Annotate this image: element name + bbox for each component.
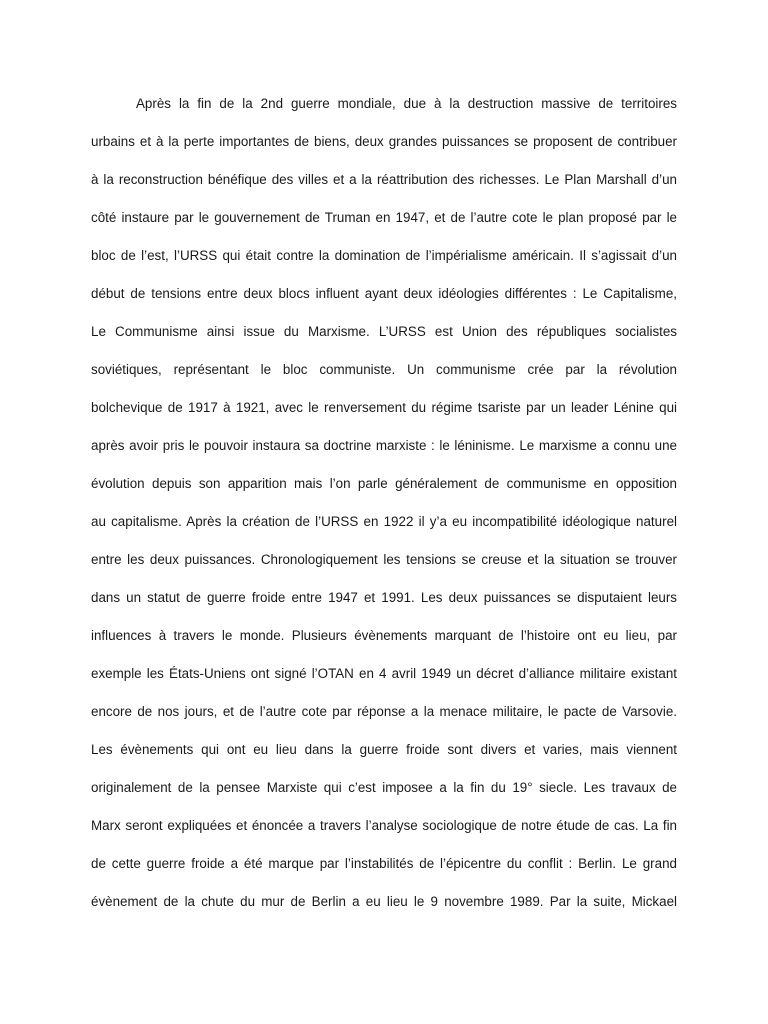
paragraph-line: Après la fin de la 2nd guerre mondiale, due à la destruction massive de territoires bbox=[136, 96, 677, 111]
paragraph-line: après avoir pris le pouvoir instaura sa doctrine marxiste : le léninisme. Le marxisme a connu une bbox=[91, 438, 677, 453]
paragraph-line: à la reconstruction bénéfique des villes et a la réattribution des richesses. Le Plan Marshall d’un bbox=[91, 172, 677, 187]
paragraph-line: Le Communisme ainsi issue du Marxisme. L’URSS est Union des républiques socialistes bbox=[91, 324, 677, 339]
paragraph-line: au capitalisme. Après la création de l’URSS en 1922 il y’a eu incompatibilité idéologique naturel bbox=[91, 514, 677, 529]
paragraph-line: bloc de l’est, l’URSS qui était contre la domination de l’impérialisme américain. Il s’agissait d’un bbox=[91, 248, 677, 263]
paragraph-line: évolution depuis son apparition mais l’on parle généralement de communisme en opposition bbox=[91, 476, 677, 491]
paragraph-line: urbains et à la perte importantes de biens, deux grandes puissances se proposent de contribuer bbox=[91, 134, 677, 149]
paragraph-line: évènement de la chute du mur de Berlin a eu lieu le 9 novembre 1989. Par la suite, Mickael bbox=[91, 894, 677, 909]
paragraph-line: côté instaure par le gouvernement de Truman en 1947, et de l’autre cote le plan proposé par le bbox=[91, 210, 677, 225]
paragraph-line: encore de nos jours, et de l’autre cote par réponse a la menace militaire, le pacte de Varsovie. bbox=[91, 704, 677, 719]
paragraph-line: début de tensions entre deux blocs influent ayant deux idéologies différentes : Le Capitalisme, bbox=[91, 286, 677, 301]
paragraph-line: dans un statut de guerre froide entre 1947 et 1991. Les deux puissances se disputaient leurs bbox=[91, 590, 677, 605]
body-paragraph bbox=[91, 91, 677, 927]
paragraph-line: entre les deux puissances. Chronologiquement les tensions se creuse et la situation se trouver bbox=[91, 552, 677, 567]
paragraph-line: originalement de la pensee Marxiste qui c’est imposee a la fin du 19° siecle. Les travaux de bbox=[91, 780, 677, 795]
paragraph-line: soviétiques, représentant le bloc communiste. Un communisme crée par la révolution bbox=[91, 362, 677, 377]
paragraph-line: de cette guerre froide a été marque par l’instabilités de l’épicentre du conflit : Berlin. Le grand bbox=[91, 856, 677, 871]
paragraph-line: bolchevique de 1917 à 1921, avec le renversement du régime tsariste par un leader Lénine qui bbox=[91, 400, 677, 415]
paragraph-line: exemple les États-Uniens ont signé l’OTAN en 4 avril 1949 un décret d’alliance militaire existant bbox=[91, 666, 677, 681]
paragraph-line: influences à travers le monde. Plusieurs évènements marquant de l’histoire ont eu lieu, par bbox=[91, 628, 677, 643]
paragraph-line: Les évènements qui ont eu lieu dans la guerre froide sont divers et varies, mais viennent bbox=[91, 742, 677, 757]
paragraph-line: Marx seront expliquées et énoncée a travers l’analyse sociologique de notre étude de cas. La fin bbox=[91, 818, 677, 833]
